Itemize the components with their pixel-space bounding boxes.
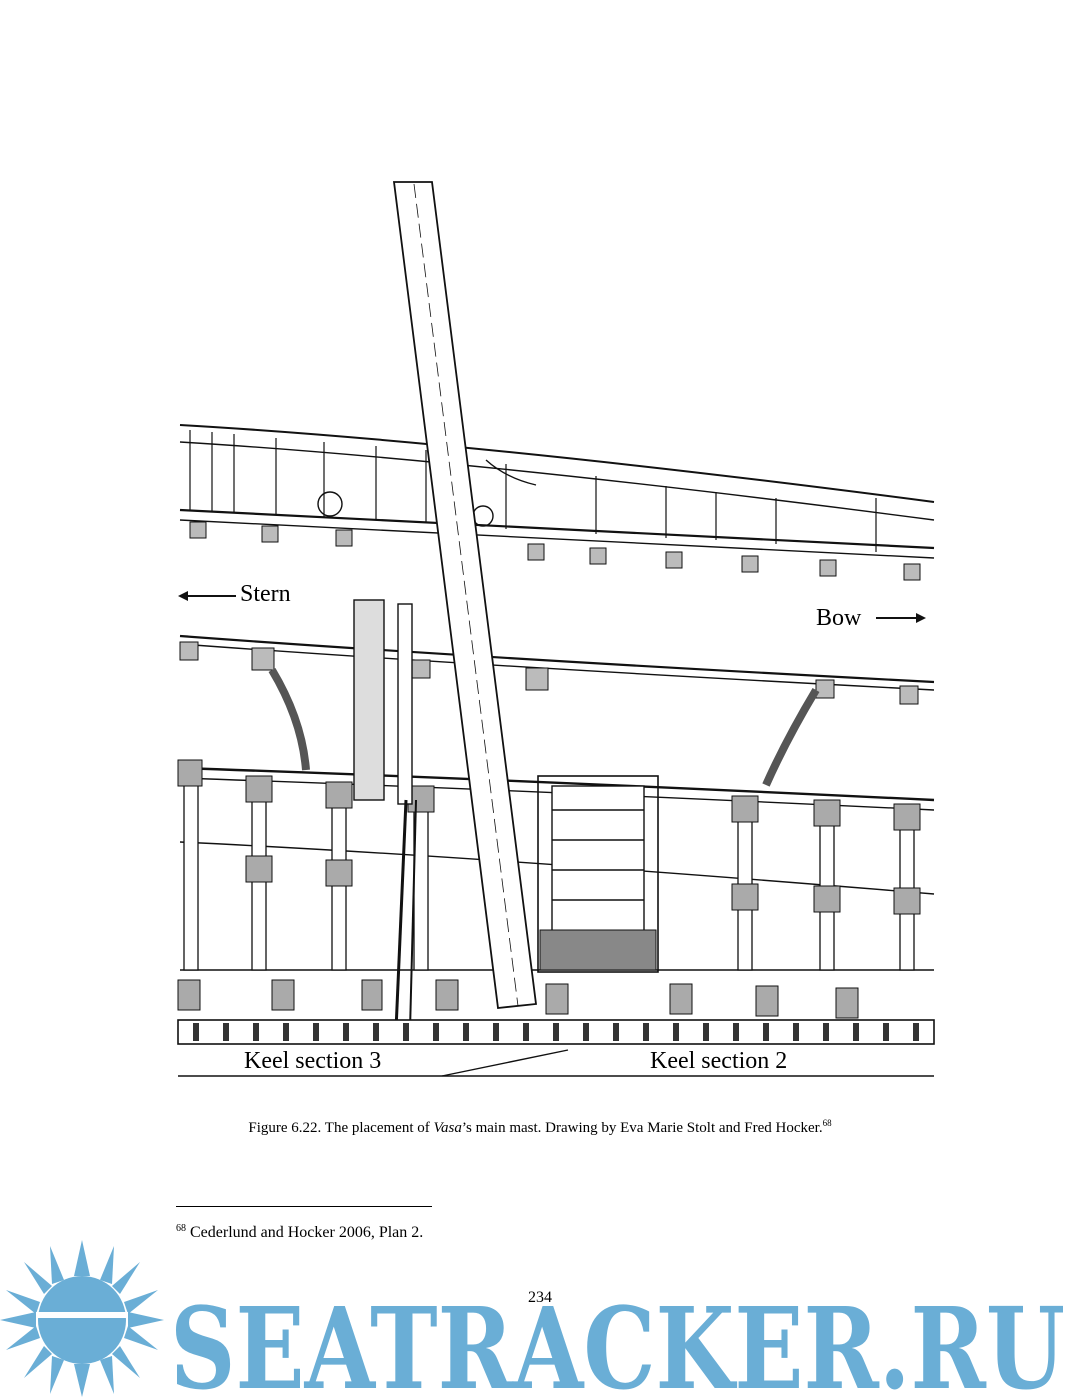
caption-footnote-ref[interactable]: 68 xyxy=(822,1118,832,1128)
mast-drawing-figure xyxy=(176,180,936,1080)
watermark-text: SEATRACKER.RU xyxy=(170,1284,1065,1397)
figure-caption xyxy=(0,1113,1080,1138)
bow-arrow-icon xyxy=(916,613,926,623)
seatracker-watermark xyxy=(0,1240,1080,1397)
bow-label: Bow xyxy=(816,605,862,631)
keel-section-2-label: Keel section 2 xyxy=(650,1048,788,1074)
stern-label: Stern xyxy=(240,581,291,607)
footnote-divider xyxy=(176,1206,432,1207)
caption-ship-name: Vasa xyxy=(433,1120,462,1136)
footnote-number: 68 xyxy=(176,1223,186,1234)
footnote-text: Cederlund and Hocker 2006, Plan 2. xyxy=(186,1224,424,1241)
stern-arrow-icon xyxy=(178,591,188,601)
sun-logo-icon xyxy=(0,1240,164,1397)
caption-suffix: ’s main mast. Drawing by Eva Marie Stolt and Fred Hocker. xyxy=(461,1120,823,1136)
caption-prefix: Figure 6.22. The placement of xyxy=(248,1120,434,1136)
keel-section-3-label: Keel section 3 xyxy=(244,1048,382,1074)
page-number: 234 xyxy=(528,1289,552,1306)
